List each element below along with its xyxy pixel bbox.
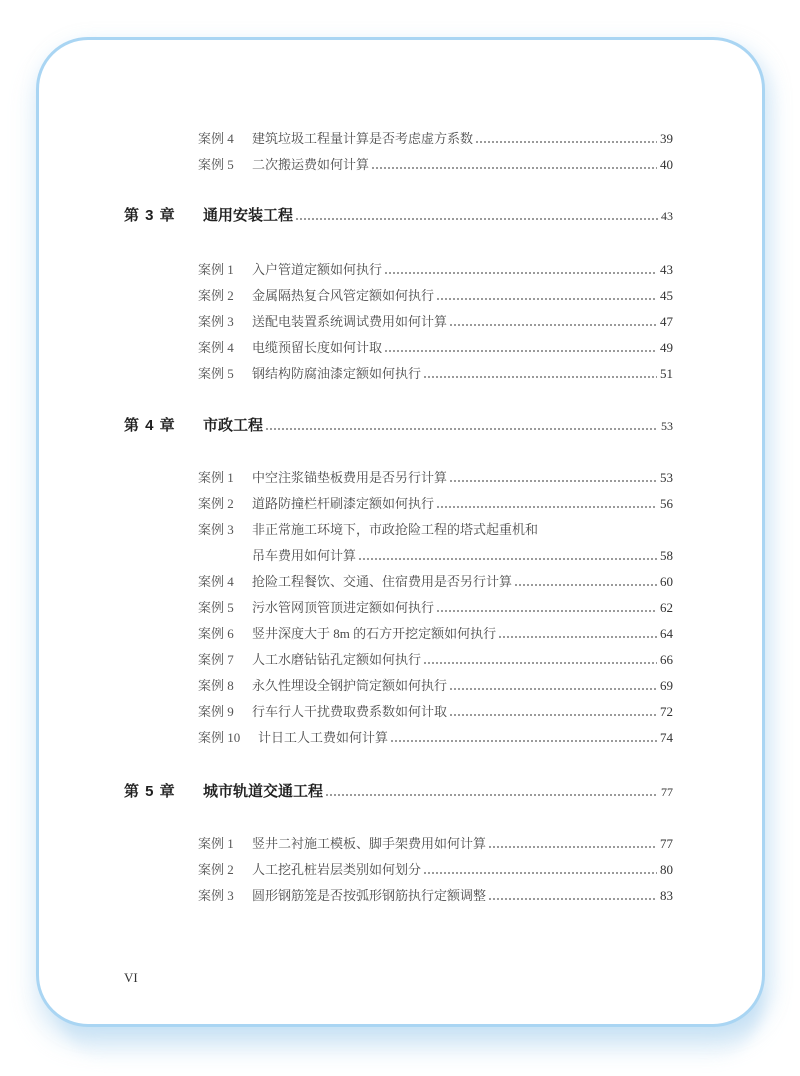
page-number: 66 xyxy=(660,652,673,667)
toc-entry[interactable] xyxy=(198,361,673,387)
toc-entry[interactable] xyxy=(198,857,673,883)
case-title: 永久性埋设全钢护筒定额如何执行 xyxy=(252,678,448,693)
dot-leader xyxy=(449,699,657,725)
case-label: 案例 6 xyxy=(198,626,234,641)
case-title: 竖井深度大于 8m 的石方开挖定额如何执行 xyxy=(252,626,497,641)
case-label: 案例 2 xyxy=(198,288,234,303)
case-title: 竖井二衬施工模板、脚手架费用如何计算 xyxy=(252,836,487,851)
page-number: 43 xyxy=(660,262,673,277)
case-label: 案例 3 xyxy=(198,522,234,537)
page-number: 60 xyxy=(660,574,673,589)
case-label: 案例 5 xyxy=(198,600,234,615)
chapter-title: 城市轨道交通工程 xyxy=(203,783,324,800)
dot-leader xyxy=(358,543,657,569)
page-number: 64 xyxy=(660,626,673,641)
case-label: 案例 5 xyxy=(198,157,234,172)
case-title: 计日工人工费如何计算 xyxy=(258,730,389,745)
case-title: 中空注浆锚垫板费用是否另行计算 xyxy=(252,470,448,485)
case-label: 案例 3 xyxy=(198,888,234,903)
dot-leader xyxy=(436,595,657,621)
page-number: 45 xyxy=(660,288,673,303)
toc-entry[interactable] xyxy=(198,621,673,647)
dot-leader xyxy=(436,283,657,309)
page-number: 62 xyxy=(660,600,673,615)
dot-leader xyxy=(384,257,657,283)
chapter-label: 第 5 章 xyxy=(124,783,176,800)
page-number: 74 xyxy=(660,730,673,745)
dot-leader xyxy=(449,465,657,491)
page-number: 49 xyxy=(660,340,673,355)
page-number: 69 xyxy=(660,678,673,693)
toc-entry[interactable] xyxy=(198,569,673,595)
toc-entry-continuation[interactable] xyxy=(198,543,673,569)
toc-chapter-5[interactable] xyxy=(124,779,673,805)
case-label: 案例 1 xyxy=(198,836,234,851)
page-number: 56 xyxy=(660,496,673,511)
case-title: 污水管网顶管顶进定额如何执行 xyxy=(252,600,435,615)
case-label: 案例 8 xyxy=(198,678,234,693)
toc-entry[interactable] xyxy=(198,831,673,857)
page-number: 77 xyxy=(661,785,673,799)
case-title: 圆形钢筋笼是否按弧形钢筋执行定额调整 xyxy=(252,888,487,903)
dot-leader xyxy=(371,152,657,178)
case-title: 非正常施工环境下，市政抢险工程的塔式起重机和 xyxy=(252,522,539,537)
case-title: 人工水磨钻钻孔定额如何执行 xyxy=(252,652,422,667)
toc-entry[interactable] xyxy=(198,309,673,335)
case-label: 案例 2 xyxy=(198,862,234,877)
case-title: 电缆预留长度如何计取 xyxy=(252,340,383,355)
page-number: 47 xyxy=(660,314,673,329)
toc-entry[interactable] xyxy=(198,152,673,178)
case-label: 案例 4 xyxy=(198,340,234,355)
page-number: 80 xyxy=(660,862,673,877)
case-title: 金属隔热复合风管定额如何执行 xyxy=(252,288,435,303)
page-number: 51 xyxy=(660,366,673,381)
toc-entry[interactable] xyxy=(198,335,673,361)
toc-entry[interactable] xyxy=(198,517,673,543)
page-number: 72 xyxy=(660,704,673,719)
dot-leader xyxy=(488,883,657,909)
page-number: 58 xyxy=(660,548,673,563)
case-title: 送配电装置系统调试费用如何计算 xyxy=(252,314,448,329)
toc-entry[interactable] xyxy=(198,595,673,621)
toc-entry[interactable] xyxy=(198,725,673,751)
case-label: 案例 4 xyxy=(198,574,234,589)
toc-entry[interactable] xyxy=(198,465,673,491)
case-title: 建筑垃圾工程量计算是否考虑虚方系数 xyxy=(252,131,474,146)
dot-leader xyxy=(475,126,657,152)
dot-leader xyxy=(325,779,658,805)
toc-entry[interactable] xyxy=(198,491,673,517)
toc-chapter-3[interactable] xyxy=(124,203,673,229)
toc-chapter-4[interactable] xyxy=(124,413,673,439)
case-title: 钢结构防腐油漆定额如何执行 xyxy=(252,366,422,381)
chapter-label: 第 4 章 xyxy=(124,417,176,434)
page-number: 53 xyxy=(661,419,673,433)
page-number: 83 xyxy=(660,888,673,903)
dot-leader xyxy=(514,569,657,595)
case-label: 案例 1 xyxy=(198,262,234,277)
dot-leader xyxy=(295,203,658,229)
chapter-title: 通用安装工程 xyxy=(203,207,294,224)
toc-entry[interactable] xyxy=(198,673,673,699)
dot-leader xyxy=(384,335,657,361)
case-title: 二次搬运费如何计算 xyxy=(252,157,370,172)
dot-leader xyxy=(436,491,657,517)
toc-entry[interactable] xyxy=(198,647,673,673)
page-number: 40 xyxy=(660,157,673,172)
dot-leader xyxy=(423,647,657,673)
toc-entry[interactable] xyxy=(198,883,673,909)
chapter-label: 第 3 章 xyxy=(124,207,176,224)
table-of-contents xyxy=(0,126,800,909)
case-label: 案例 9 xyxy=(198,704,234,719)
case-label: 案例 7 xyxy=(198,652,234,667)
case-title: 人工挖孔桩岩层类别如何划分 xyxy=(252,862,422,877)
case-label: 案例 1 xyxy=(198,470,234,485)
dot-leader xyxy=(498,621,657,647)
case-title-continued: 吊车费用如何计算 xyxy=(252,548,357,563)
page-number: 43 xyxy=(661,209,673,223)
case-title: 抢险工程餐饮、交通、住宿费用是否另行计算 xyxy=(252,574,513,589)
toc-entry[interactable] xyxy=(198,126,673,152)
case-title: 入户管道定额如何执行 xyxy=(252,262,383,277)
dot-leader xyxy=(449,309,657,335)
page-folio: VI xyxy=(124,970,138,985)
dot-leader xyxy=(423,857,657,883)
case-label: 案例 3 xyxy=(198,314,234,329)
toc-entry[interactable] xyxy=(198,257,673,283)
page-number: 53 xyxy=(660,470,673,485)
case-label: 案例 5 xyxy=(198,366,234,381)
case-title: 道路防撞栏杆刷漆定额如何执行 xyxy=(252,496,435,511)
page-number: 77 xyxy=(660,836,673,851)
dot-leader xyxy=(390,725,657,751)
page-number: 39 xyxy=(660,131,673,146)
dot-leader xyxy=(449,673,657,699)
chapter-title: 市政工程 xyxy=(203,417,264,434)
dot-leader xyxy=(488,831,657,857)
toc-entry[interactable] xyxy=(198,283,673,309)
case-label: 案例 4 xyxy=(198,131,234,146)
dot-leader xyxy=(423,361,657,387)
toc-entry[interactable] xyxy=(198,699,673,725)
case-label: 案例 2 xyxy=(198,496,234,511)
case-label: 案例 10 xyxy=(198,730,241,745)
case-title: 行车行人干扰费取费系数如何计取 xyxy=(252,704,448,719)
dot-leader xyxy=(265,413,658,439)
